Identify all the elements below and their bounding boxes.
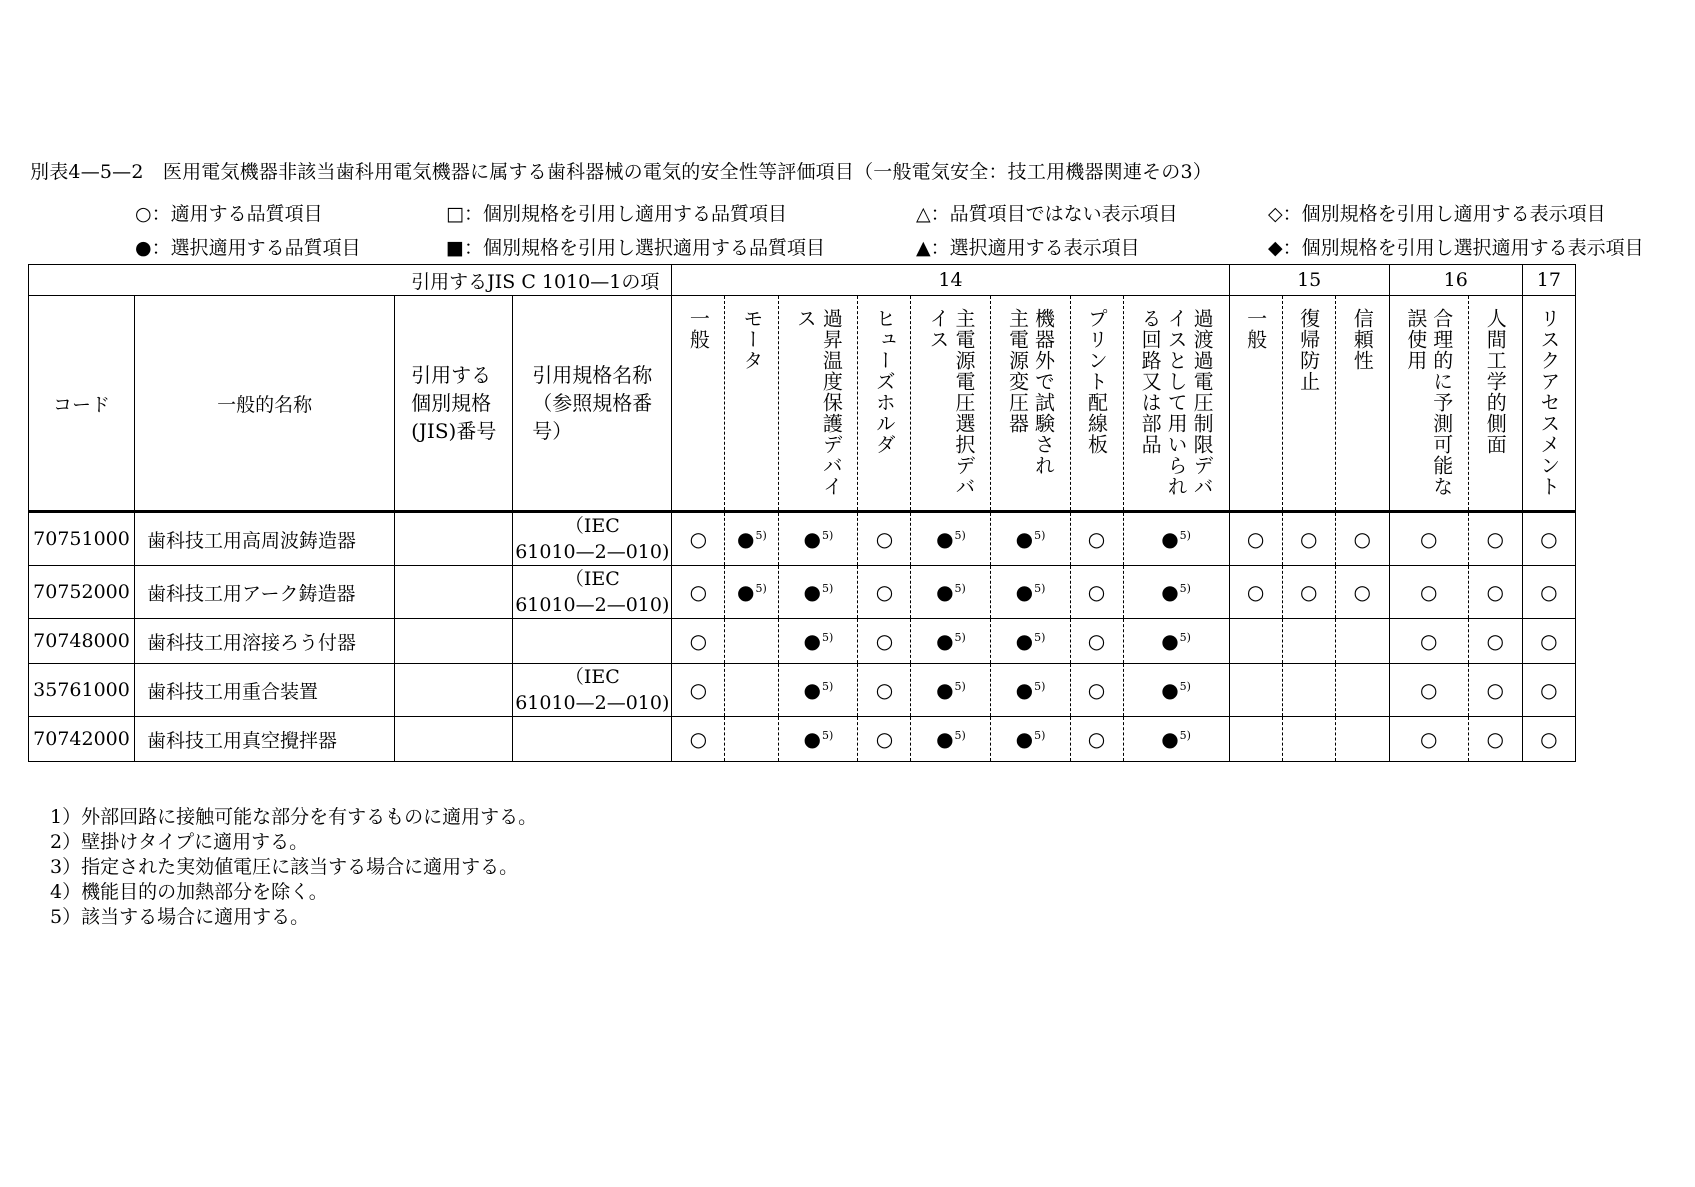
header-line: 復帰防止: [1296, 308, 1321, 392]
generic-name-header: 一般的名称: [135, 296, 395, 512]
header-line: 一般: [686, 308, 711, 350]
table-row: [29, 619, 1576, 664]
evaluation-mark-cell: [858, 619, 911, 664]
evaluation-mark-cell: [911, 512, 991, 566]
applicable-mark: ○: [1540, 727, 1558, 751]
referenced-standard-name-header: [513, 296, 672, 512]
table-row: [29, 512, 1576, 566]
evaluation-mark-cell: [1123, 664, 1229, 717]
footnote-ref: 5): [1179, 582, 1191, 595]
applicable-mark: ○: [1246, 580, 1265, 604]
evaluation-mark-cell: [1468, 512, 1522, 566]
legend-symbol: ●: [135, 237, 152, 259]
evaluation-mark-cell: [1522, 717, 1575, 762]
item-column-header: [1070, 296, 1123, 512]
legend-text: ：品質項目ではない表示項目: [930, 203, 1178, 225]
applicable-mark: ○: [1087, 727, 1106, 751]
footnote-ref: 5): [954, 529, 966, 542]
selective-applicable-mark: ●: [737, 580, 755, 604]
evaluation-mark-cell: [1229, 717, 1282, 762]
evaluation-mark-cell: [911, 566, 991, 619]
standard-line: （IEC: [564, 666, 620, 688]
footnote-ref: 5): [954, 582, 966, 595]
evaluation-mark-cell: [1335, 619, 1389, 664]
legend-text: ：選択適用する表示項目: [930, 237, 1140, 259]
applicable-mark: ○: [1420, 629, 1438, 653]
legend-item: [916, 233, 1140, 260]
legend-text: ：個別規格を引用し適用する品質項目: [463, 203, 787, 225]
header-line: ス: [793, 308, 818, 329]
header-line: （参照規格番: [532, 391, 653, 415]
selective-applicable-mark: ●: [1015, 629, 1034, 653]
applicable-mark: ○: [875, 727, 894, 751]
code-cell: 35761000: [29, 664, 135, 717]
standard-line: 61010—2—010): [515, 594, 670, 616]
applicable-mark: ○: [1299, 527, 1318, 551]
evaluation-mark-cell: [1229, 619, 1282, 664]
applicable-mark: ○: [875, 678, 894, 702]
header-line: 過渡過電圧制限デバ: [1190, 308, 1215, 497]
evaluation-mark-cell: [725, 664, 779, 717]
evaluation-mark-cell: [779, 664, 858, 717]
selective-applicable-mark: ●: [1015, 580, 1034, 604]
item-column-header: [1522, 296, 1575, 512]
header-line: 誤使用: [1403, 308, 1428, 371]
evaluation-mark-cell: [1282, 619, 1335, 664]
header-line: リスクアセスメント: [1536, 308, 1561, 497]
evaluation-mark-cell: [1335, 717, 1389, 762]
evaluation-mark-cell: [1335, 664, 1389, 717]
item-column-header: [725, 296, 779, 512]
applicable-mark: ○: [1420, 527, 1438, 551]
legend-text: ：個別規格を引用し選択適用する表示項目: [1282, 237, 1644, 259]
footnote: 1）外部回路に接触可能な部分を有するものに適用する。: [50, 806, 538, 828]
footnote-ref: 5): [1179, 680, 1191, 693]
header-line: モータ: [739, 308, 764, 371]
applicable-mark: ○: [1087, 629, 1106, 653]
evaluation-mark-cell: [858, 717, 911, 762]
header-line: 信頼性: [1350, 308, 1375, 371]
referenced-standard-cell: [513, 512, 672, 566]
footnote-ref: 5): [1179, 529, 1191, 542]
applicable-mark: ○: [689, 580, 708, 604]
generic-name-cell: 歯科技工用溶接ろう付器: [135, 619, 395, 664]
applicable-mark: ○: [1486, 727, 1504, 751]
code-cell: 70748000: [29, 619, 135, 664]
footnote-ref: 5): [1034, 529, 1046, 542]
legend-item: [135, 199, 323, 226]
item-column-header: [1123, 296, 1229, 512]
applicable-mark: ○: [689, 629, 708, 653]
standard-line: （IEC: [564, 568, 620, 590]
evaluation-mark-cell: [1229, 566, 1282, 619]
applicable-mark: ○: [1420, 678, 1438, 702]
applicable-mark: ○: [1486, 629, 1504, 653]
evaluation-mark-cell: [991, 512, 1070, 566]
applicable-mark: ○: [689, 678, 708, 702]
item-column-header: [991, 296, 1070, 512]
evaluation-mark-cell: [672, 717, 725, 762]
evaluation-mark-cell: [779, 566, 858, 619]
footnote: 2）壁掛けタイプに適用する。: [50, 831, 309, 853]
selective-applicable-mark: ●: [1015, 678, 1034, 702]
selective-applicable-mark: ●: [936, 678, 954, 702]
header-line: イス: [925, 308, 950, 350]
evaluation-mark-cell: [725, 619, 779, 664]
header-line: 人間工学的側面: [1483, 308, 1508, 455]
selective-applicable-mark: ●: [1015, 727, 1034, 751]
legend-symbol: ◇: [1268, 203, 1283, 225]
evaluation-mark-cell: [779, 717, 858, 762]
applicable-mark: ○: [1353, 580, 1371, 604]
header-line: 合理的に予測可能な: [1429, 308, 1454, 497]
evaluation-mark-cell: [1070, 717, 1123, 762]
evaluation-mark-cell: [1468, 717, 1522, 762]
selective-applicable-mark: ●: [936, 629, 954, 653]
evaluation-mark-cell: [725, 717, 779, 762]
evaluation-mark-cell: [1389, 619, 1468, 664]
selective-applicable-mark: ●: [803, 629, 821, 653]
evaluation-mark-cell: [779, 619, 858, 664]
header-line: 過昇温度保護デバイ: [819, 308, 844, 497]
footnote-ref: 5): [1034, 631, 1046, 644]
applicable-mark: ○: [1087, 678, 1106, 702]
referenced-standard-cell: [513, 566, 672, 619]
clause-group-header: 15: [1229, 265, 1389, 296]
applicable-mark: ○: [1486, 527, 1504, 551]
evaluation-matrix-table: [28, 264, 1576, 762]
document-title: 別表4—5—2 医用電気機器非該当歯科用電気機器に属する歯科器械の電気的安全性等評価項目（一般電気安全：技工用機器関連その3）: [30, 161, 1212, 183]
evaluation-mark-cell: [1229, 664, 1282, 717]
applicable-mark: ○: [1246, 527, 1265, 551]
evaluation-mark-cell: [672, 664, 725, 717]
item-column-header: [1389, 296, 1468, 512]
evaluation-mark-cell: [1282, 566, 1335, 619]
evaluation-mark-cell: [991, 717, 1070, 762]
evaluation-mark-cell: [1282, 512, 1335, 566]
legend-item: [1268, 233, 1644, 260]
legend-item: [446, 199, 787, 226]
evaluation-mark-cell: [1522, 566, 1575, 619]
header-row-groups: [29, 265, 1576, 296]
evaluation-mark-cell: [1229, 512, 1282, 566]
header-line: 一般: [1243, 308, 1268, 350]
evaluation-mark-cell: [1468, 566, 1522, 619]
referenced-standard-cell: [513, 619, 672, 664]
jis-number-cell: [395, 566, 513, 619]
applicable-mark: ○: [875, 527, 894, 551]
jis-clause-caption: 引用するJIS C 1010—1の項: [29, 265, 672, 296]
applicable-mark: ○: [1540, 629, 1558, 653]
item-column-header: [672, 296, 725, 512]
item-column-header: [1282, 296, 1335, 512]
evaluation-mark-cell: [1522, 512, 1575, 566]
header-line: 引用規格名称: [532, 363, 653, 387]
evaluation-mark-cell: [1070, 566, 1123, 619]
code-cell: 70742000: [29, 717, 135, 762]
selective-applicable-mark: ●: [1161, 727, 1179, 751]
selective-applicable-mark: ●: [936, 580, 954, 604]
standard-line: 61010—2—010): [515, 692, 670, 714]
evaluation-mark-cell: [672, 512, 725, 566]
applicable-mark: ○: [875, 580, 894, 604]
selective-applicable-mark: ●: [1161, 580, 1179, 604]
selective-applicable-mark: ●: [936, 727, 954, 751]
evaluation-mark-cell: [991, 664, 1070, 717]
evaluation-mark-cell: [858, 512, 911, 566]
evaluation-mark-cell: [858, 566, 911, 619]
evaluation-mark-cell: [1335, 512, 1389, 566]
evaluation-mark-cell: [1070, 664, 1123, 717]
applicable-mark: ○: [875, 629, 894, 653]
legend-symbol: ▲: [916, 237, 931, 259]
jis-number-cell: [395, 664, 513, 717]
header-line: ヒューズホルダ: [872, 308, 897, 455]
applicable-mark: ○: [1540, 580, 1558, 604]
applicable-mark: ○: [1540, 678, 1558, 702]
applicable-mark: ○: [1540, 527, 1558, 551]
footnote-ref: 5): [821, 729, 834, 742]
applicable-mark: ○: [689, 527, 708, 551]
header-line: イスとして用いられ: [1164, 308, 1189, 497]
footnote-ref: 5): [954, 729, 966, 742]
evaluation-mark-cell: [725, 512, 779, 566]
header-line: 号）: [532, 419, 573, 443]
header-row-columns: [29, 296, 1576, 512]
header-line: 個別規格: [411, 391, 492, 415]
footnote-ref: 5): [821, 631, 834, 644]
legend-text: ：個別規格を引用し選択適用する品質項目: [463, 237, 825, 259]
header-line: プリント配線板: [1084, 308, 1109, 455]
standard-line: 61010—2—010): [515, 541, 670, 563]
legend-item: [1268, 199, 1606, 226]
evaluation-mark-cell: [991, 566, 1070, 619]
legend-text: ：適用する品質項目: [151, 203, 323, 225]
footnote-ref: 5): [1179, 631, 1191, 644]
selective-applicable-mark: ●: [803, 727, 821, 751]
footnote-ref: 5): [954, 631, 966, 644]
selective-applicable-mark: ●: [936, 527, 954, 551]
applicable-mark: ○: [1299, 580, 1318, 604]
selective-applicable-mark: ●: [803, 527, 821, 551]
footnote-ref: 5): [821, 582, 834, 595]
jis-number-cell: [395, 717, 513, 762]
applicable-mark: ○: [1420, 580, 1438, 604]
item-column-header: [911, 296, 991, 512]
generic-name-cell: 歯科技工用重合装置: [135, 664, 395, 717]
footnote: 5）該当する場合に適用する。: [50, 906, 310, 928]
legend-item: [446, 233, 825, 260]
evaluation-mark-cell: [1282, 717, 1335, 762]
code-header: コード: [29, 296, 135, 512]
evaluation-mark-cell: [1389, 717, 1468, 762]
evaluation-mark-cell: [779, 512, 858, 566]
evaluation-mark-cell: [1123, 512, 1229, 566]
footnote-ref: 5): [954, 680, 966, 693]
evaluation-mark-cell: [911, 619, 991, 664]
evaluation-mark-cell: [1070, 512, 1123, 566]
header-line: る回路又は部品: [1138, 308, 1163, 455]
evaluation-mark-cell: [1522, 619, 1575, 664]
generic-name-cell: 歯科技工用高周波鋳造器: [135, 512, 395, 566]
footnote: 4）機能目的の加熱部分を除く。: [50, 881, 328, 903]
legend-text: ：個別規格を引用し適用する表示項目: [1282, 203, 1606, 225]
jis-number-cell: [395, 512, 513, 566]
legend-text: ：選択適用する品質項目: [151, 237, 361, 259]
evaluation-mark-cell: [911, 664, 991, 717]
footnote-ref: 5): [821, 680, 834, 693]
item-column-header: [779, 296, 858, 512]
header-line: (JIS)番号: [411, 419, 497, 443]
footnote-ref: 5): [755, 529, 767, 542]
evaluation-mark-cell: [991, 619, 1070, 664]
footnotes: [50, 805, 537, 930]
referenced-standard-cell: [513, 717, 672, 762]
selective-applicable-mark: ●: [1161, 629, 1179, 653]
selective-applicable-mark: ●: [1015, 527, 1034, 551]
code-cell: 70752000: [29, 566, 135, 619]
selective-applicable-mark: ●: [803, 678, 821, 702]
item-column-header: [1468, 296, 1522, 512]
footnote-ref: 5): [1034, 582, 1046, 595]
evaluation-mark-cell: [725, 566, 779, 619]
clause-group-header: 14: [672, 265, 1229, 296]
jis-number-cell: [395, 619, 513, 664]
selective-applicable-mark: ●: [737, 527, 755, 551]
legend-symbol: ○: [135, 203, 152, 225]
referenced-standard-cell: [513, 664, 672, 717]
legend-symbol: △: [916, 203, 931, 225]
applicable-mark: ○: [689, 727, 708, 751]
evaluation-mark-cell: [1123, 566, 1229, 619]
evaluation-mark-cell: [858, 664, 911, 717]
header-line: 主電源電圧選択デバ: [951, 308, 976, 497]
footnote-ref: 5): [1034, 729, 1046, 742]
generic-name-cell: 歯科技工用アーク鋳造器: [135, 566, 395, 619]
applicable-mark: ○: [1486, 678, 1504, 702]
applicable-mark: ○: [1087, 580, 1106, 604]
item-column-header: [858, 296, 911, 512]
evaluation-mark-cell: [1389, 512, 1468, 566]
legend-symbol: □: [446, 203, 464, 225]
applicable-mark: ○: [1353, 527, 1371, 551]
evaluation-mark-cell: [1389, 664, 1468, 717]
table-row: [29, 566, 1576, 619]
evaluation-mark-cell: [1522, 664, 1575, 717]
generic-name-cell: 歯科技工用真空攪拌器: [135, 717, 395, 762]
clause-group-header: 16: [1389, 265, 1522, 296]
code-cell: 70751000: [29, 512, 135, 566]
evaluation-mark-cell: [672, 619, 725, 664]
item-column-header: [1229, 296, 1282, 512]
evaluation-mark-cell: [1468, 619, 1522, 664]
legend-item: [916, 199, 1178, 226]
selective-applicable-mark: ●: [1161, 678, 1179, 702]
applicable-mark: ○: [1486, 580, 1504, 604]
footnote: 3）指定された実効値電圧に該当する場合に適用する。: [50, 856, 519, 878]
footnote-ref: 5): [1179, 729, 1191, 742]
evaluation-mark-cell: [1070, 619, 1123, 664]
clause-group-header: 17: [1522, 265, 1575, 296]
evaluation-mark-cell: [672, 566, 725, 619]
applicable-mark: ○: [1420, 727, 1438, 751]
legend-item: [135, 233, 361, 260]
jis-standard-number-header: [395, 296, 513, 512]
selective-applicable-mark: ●: [803, 580, 821, 604]
evaluation-mark-cell: [1335, 566, 1389, 619]
item-column-header: [1335, 296, 1389, 512]
evaluation-mark-cell: [911, 717, 991, 762]
evaluation-mark-cell: [1123, 717, 1229, 762]
header-line: 引用する: [411, 363, 492, 387]
header-line: 機器外で試験され: [1031, 308, 1056, 476]
selective-applicable-mark: ●: [1161, 527, 1179, 551]
table-row: [29, 664, 1576, 717]
header-line: 主電源変圧器: [1005, 308, 1030, 434]
evaluation-mark-cell: [1282, 664, 1335, 717]
evaluation-mark-cell: [1123, 619, 1229, 664]
evaluation-mark-cell: [1389, 566, 1468, 619]
footnote-ref: 5): [755, 582, 767, 595]
applicable-mark: ○: [1087, 527, 1106, 551]
footnote-ref: 5): [1034, 680, 1046, 693]
legend-symbol: ◆: [1268, 237, 1283, 259]
standard-line: （IEC: [564, 515, 620, 537]
table-row: [29, 717, 1576, 762]
footnote-ref: 5): [821, 529, 834, 542]
legend-symbol: ■: [446, 237, 464, 259]
evaluation-mark-cell: [1468, 664, 1522, 717]
